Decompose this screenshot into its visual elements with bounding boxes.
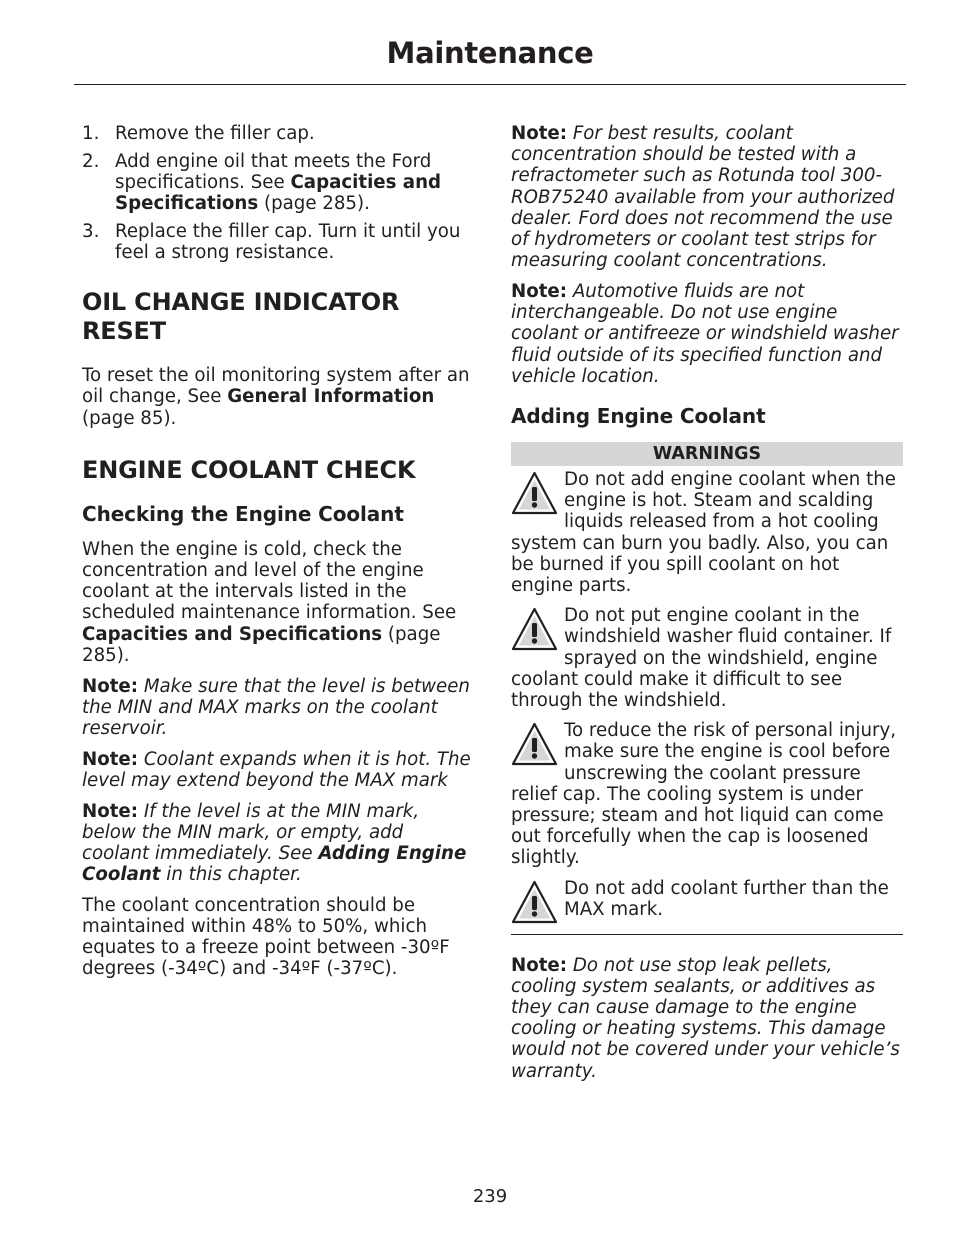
warnings-header: WARNINGS — [511, 442, 903, 466]
warnings-divider — [511, 934, 903, 935]
warning-text: To reduce the risk of personal injury, make sure the engine is cool before unscrewing the coolant pressure relief cap. The cooling system is under pressure; steam and hot liquid can come out forcefully when the cap is loosened slightly. — [511, 720, 896, 869]
list-item — [82, 151, 474, 215]
concentration-paragraph: The coolant concentration should be maintained within 48% to 50%, which equates to a freeze point between -30ºF degrees (-34ºC) and -34ºF (-37ºC). — [82, 894, 450, 980]
note-label: Note: — [82, 800, 139, 822]
note-stop-leak — [511, 955, 903, 1082]
warning-item — [511, 720, 903, 868]
step-text: Add engine oil that meets the Ford specifications. See — [115, 150, 432, 193]
note-label: Note: — [511, 123, 568, 144]
note-label: Note: — [511, 954, 568, 976]
note-refractometer — [511, 123, 903, 271]
warning-triangle-icon — [511, 722, 558, 767]
note-label: Note: — [82, 748, 139, 770]
paragraph-text: To reset the oil monitoring system after an oil change, See — [82, 365, 470, 408]
section-heading-coolant-check: ENGINE COOLANT CHECK — [82, 455, 416, 484]
paragraph-text: When the engine is cold, check the concentration and level of the engine coolant at the intervals listed in the scheduled maintenance information. See — [82, 538, 457, 624]
note-text: Automotive fluids are not interchangeable. Do not use engine coolant or antifreeze or windshield washer fluid outside of its specified function and vehicle location. — [511, 280, 899, 387]
page-title: Maintenance — [386, 36, 594, 70]
cross-reference-link[interactable]: Capacities and Specifications — [115, 171, 442, 215]
step-number: 1. — [82, 123, 100, 144]
warning-text: Do not add coolant further than the MAX mark. — [564, 877, 889, 920]
note-level — [82, 676, 474, 740]
note-min-mark — [82, 801, 474, 886]
step-number: 2. — [82, 150, 100, 172]
warning-triangle-icon — [511, 607, 558, 652]
note-label: Note: — [511, 280, 568, 302]
note-text: If the level is at the MIN mark, below the MIN mark, or empty, add coolant immediately. See — [82, 800, 420, 864]
cross-reference-link[interactable]: General Information — [227, 386, 435, 408]
oil-reset-paragraph — [82, 365, 474, 429]
right-column — [511, 120, 903, 1091]
cross-reference-link[interactable]: Capacities and Specifications — [82, 623, 383, 645]
warning-text: Do not put engine coolant in the windshield washer fluid container. If sprayed on the windshield, engine coolant could make it difficult to see through the windshield. — [511, 605, 892, 711]
step-number: 3. — [82, 220, 100, 242]
left-column — [82, 120, 474, 989]
warning-item — [511, 878, 903, 925]
warning-item — [511, 605, 903, 711]
warning-item — [511, 469, 903, 596]
subheading-checking-coolant: Checking the Engine Coolant — [82, 501, 404, 526]
note-label: Note: — [82, 675, 139, 697]
cross-reference-link[interactable]: Adding Engine Coolant — [82, 842, 467, 886]
note-text: Coolant expands when it is hot. The level may extend beyond the MAX mark — [82, 748, 471, 791]
refill-steps-list — [82, 123, 474, 263]
subheading-adding-coolant: Adding Engine Coolant — [511, 403, 766, 428]
page-reference: (page 85). — [82, 407, 177, 429]
list-item — [82, 221, 474, 263]
step-text: Replace the filler cap. Turn it until you feel a strong resistance. — [115, 220, 461, 264]
step-text: Remove the filler cap. — [115, 123, 315, 144]
list-item — [82, 123, 474, 144]
page-reference: (page 285). — [82, 623, 441, 666]
note-expansion — [82, 749, 474, 791]
header-divider — [74, 84, 906, 85]
note-fluids — [511, 281, 903, 387]
warning-triangle-icon — [511, 880, 558, 925]
warning-text: Do not add engine coolant when the engine is hot. Steam and scalding liquids released from a hot cooling system can burn you badly. Also, you can be burned if you spill coolant on hot engine parts. — [511, 468, 896, 596]
note-text: Make sure that the level is between the MIN and MAX marks on the coolant reservoir. — [82, 675, 470, 739]
note-text: For best results, coolant concentration should be tested with a refractometer such as Rotunda tool 300-ROB75240 available from your authorized dealer. Ford does not recommend the use of hydrometers or coolant test strips for measuring coolant concentrations. — [511, 123, 895, 272]
page-reference: (page 285). — [258, 193, 370, 215]
warning-triangle-icon — [511, 471, 558, 516]
section-heading-oil-reset: OIL CHANGE INDICATOR RESET — [82, 288, 400, 346]
note-text: Do not use stop leak pellets, cooling system sealants, or additives as they can cause damage to the engine cooling or heating systems. This damage would not be covered under your vehicle’s warranty. — [511, 954, 900, 1082]
page-number: 239 — [472, 1186, 508, 1207]
note-text: in this chapter. — [160, 864, 302, 886]
coolant-check-paragraph — [82, 539, 474, 666]
